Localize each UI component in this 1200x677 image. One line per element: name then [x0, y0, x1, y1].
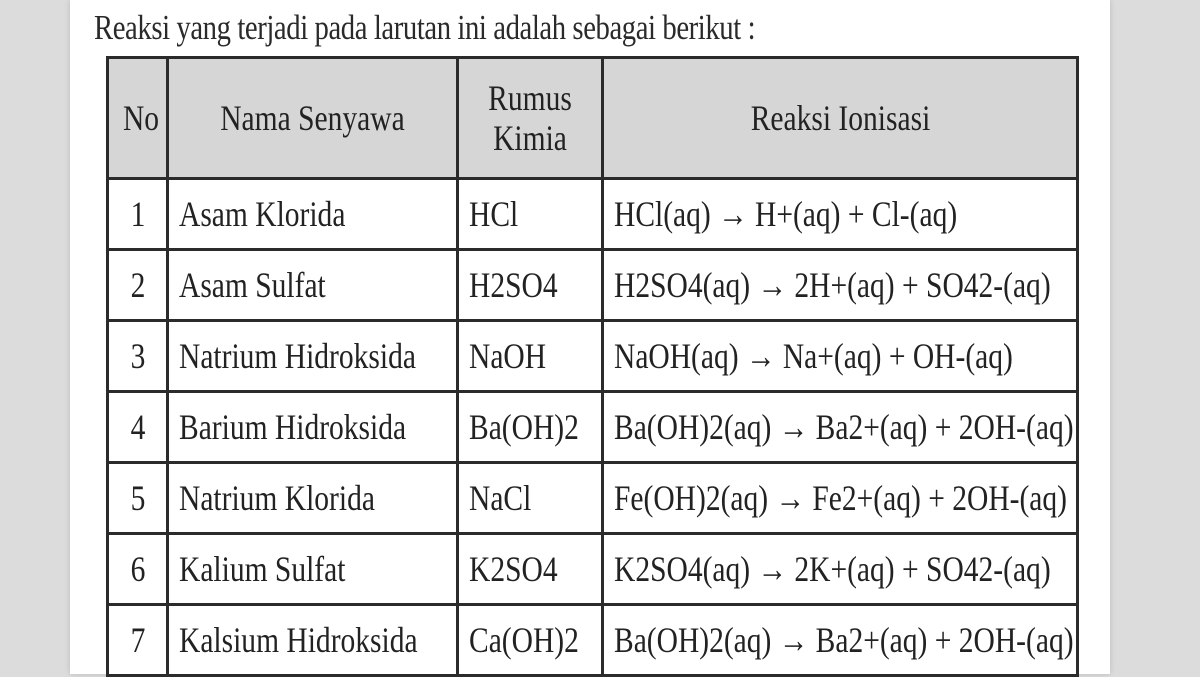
- table-header-row: [108, 58, 1078, 179]
- cell-no: 4: [108, 392, 168, 463]
- ionization-table: [106, 56, 1079, 677]
- cell-no: 7: [108, 605, 168, 676]
- cell-reaction: K2SO4(aq) → 2K+(aq) + SO42-(aq): [603, 534, 1078, 605]
- cell-reaction: HCl(aq) → H+(aq) + Cl-(aq): [603, 179, 1078, 250]
- cell-formula: NaCl: [458, 463, 603, 534]
- table-row: [108, 250, 1078, 321]
- cell-reaction: H2SO4(aq) → 2H+(aq) + SO42-(aq): [603, 250, 1078, 321]
- cell-no: 2: [108, 250, 168, 321]
- table-row: [108, 605, 1078, 676]
- cell-no: 1: [108, 179, 168, 250]
- cell-reaction: Ba(OH)2(aq) → Ba2+(aq) + 2OH-(aq): [603, 605, 1078, 676]
- cell-reaction: Fe(OH)2(aq) → Fe2+(aq) + 2OH-(aq): [603, 463, 1078, 534]
- cell-name: Asam Sulfat: [168, 250, 458, 321]
- cell-formula: Ba(OH)2: [458, 392, 603, 463]
- cell-name: Barium Hidroksida: [168, 392, 458, 463]
- cell-reaction: NaOH(aq) → Na+(aq) + OH-(aq): [603, 321, 1078, 392]
- cell-name: Natrium Klorida: [168, 463, 458, 534]
- cell-formula: K2SO4: [458, 534, 603, 605]
- header-no: No: [108, 58, 168, 179]
- cell-name: Asam Klorida: [168, 179, 458, 250]
- table-row: [108, 392, 1078, 463]
- cell-no: 3: [108, 321, 168, 392]
- cell-no: 5: [108, 463, 168, 534]
- document-page: [70, 0, 1110, 674]
- cell-name: Kalium Sulfat: [168, 534, 458, 605]
- cell-no: 6: [108, 534, 168, 605]
- cell-reaction: Ba(OH)2(aq) → Ba2+(aq) + 2OH-(aq): [603, 392, 1078, 463]
- cell-formula: H2SO4: [458, 250, 603, 321]
- header-name: Nama Senyawa: [168, 58, 458, 179]
- cell-name: Natrium Hidroksida: [168, 321, 458, 392]
- table-row: [108, 534, 1078, 605]
- intro-text: Reaksi yang terjadi pada larutan ini adalah sebagai berikut :: [94, 8, 756, 47]
- header-formula: Rumus Kimia: [458, 58, 603, 179]
- table-row: [108, 321, 1078, 392]
- cell-formula: NaOH: [458, 321, 603, 392]
- cell-name: Kalsium Hidroksida: [168, 605, 458, 676]
- header-reaction: Reaksi Ionisasi: [603, 58, 1078, 179]
- table-row: [108, 463, 1078, 534]
- cell-formula: HCl: [458, 179, 603, 250]
- table-row: [108, 179, 1078, 250]
- cell-formula: Ca(OH)2: [458, 605, 603, 676]
